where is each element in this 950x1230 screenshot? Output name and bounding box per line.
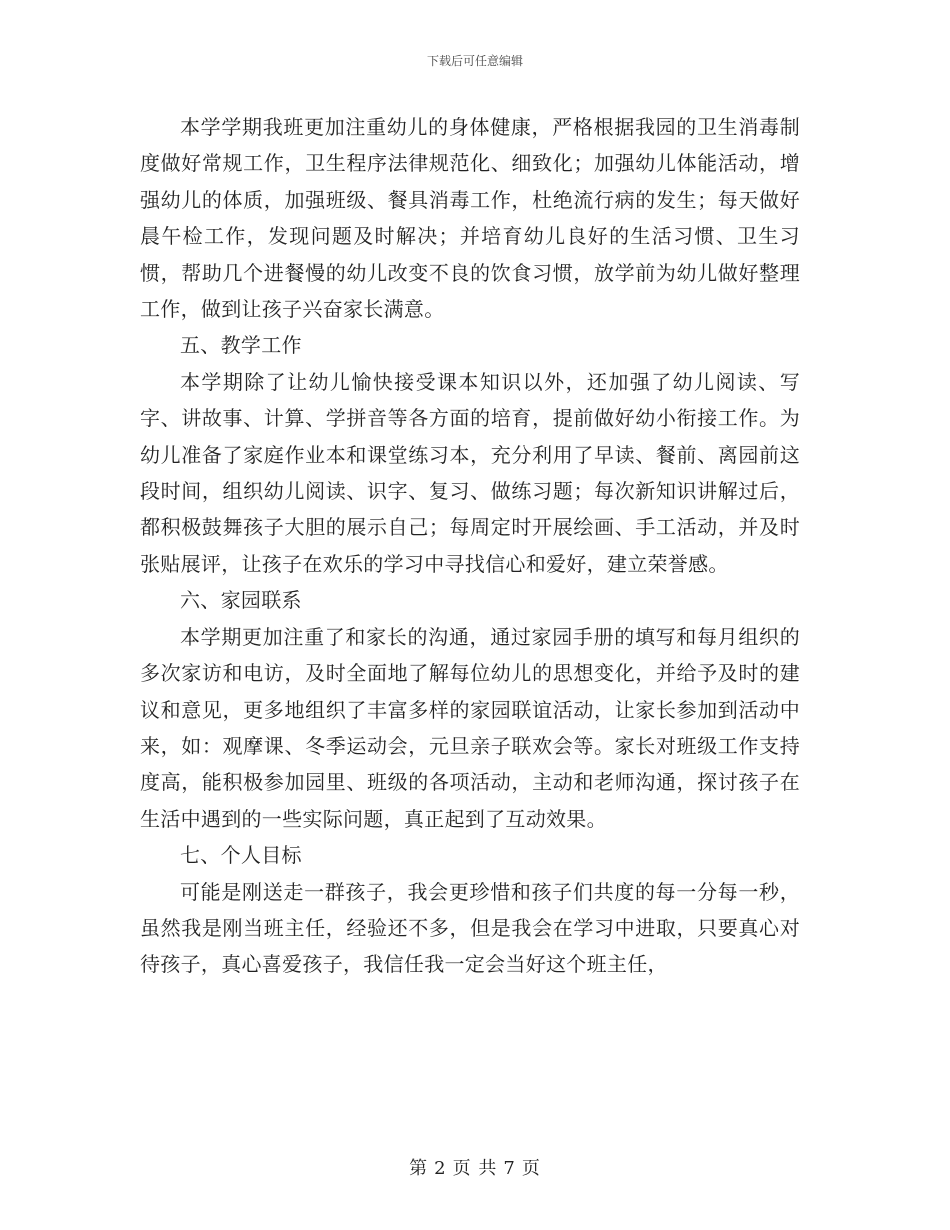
paragraph-personal-goal: 可能是刚送走一群孩子，我会更珍惜和孩子们共度的每一分每一秒，虽然我是刚当班主任，经验还不多，但是我会在学习中进取，只要真心对待孩子，真心喜爱孩子，我信任我一定会当好这个班主任，	[140, 879, 800, 977]
section-heading-teaching: 五、教学工作	[180, 333, 302, 358]
footer-total-pages: 7	[503, 1158, 516, 1179]
page-footer	[0, 1154, 950, 1180]
paragraph-teaching: 本学期除了让幼儿愉快接受课本知识以外，还加强了幼儿阅读、写字、讲故事、计算、学拼音等各方面的培育，提前做好幼小衔接工作。为幼儿准备了家庭作业本和课堂练习本，充分利用了早读、餐前、离园前这段时间，组织幼儿阅读、识字、复习、做练习题；每次新知识讲解过后，都积极鼓舞孩子大胆的展示自己；每周定时开展绘画、手工活动，并及时张贴展评，让孩子在欢乐的学习中寻找信心和爱好，建立荣誉感。	[140, 369, 800, 576]
section-heading-home-contact: 六、家园联系	[180, 588, 302, 613]
footer-middle: 页 共	[452, 1158, 498, 1179]
section-heading-personal-goal: 七、个人目标	[180, 843, 302, 868]
page-header: 下载后可任意编辑	[426, 54, 523, 68]
footer-suffix: 页	[521, 1158, 541, 1179]
document-body	[140, 109, 800, 983]
paragraph-health: 本学学期我班更加注重幼儿的身体健康，严格根据我园的卫生消毒制度做好常规工作，卫生程序法律规范化、细致化；加强幼儿体能活动，增强幼儿的体质，加强班级、餐具消毒工作，杜绝流行病的发生；每天做好晨午检工作，发现问题及时解决；并培育幼儿良好的生活习惯、卫生习惯，帮助几个进餐慢的幼儿改变不良的饮食习惯，放学前为幼儿做好整理工作，做到让孩子兴奋家长满意。	[140, 115, 800, 322]
footer-prefix: 第	[409, 1158, 429, 1179]
paragraph-home-contact: 本学期更加注重了和家长的沟通，通过家园手册的填写和每月组织的多次家访和电访，及时全面地了解每位幼儿的思想变化，并给予及时的建议和意见，更多地组织了丰富多样的家园联谊活动，让家长参加到活动中来，如：观摩课、冬季运动会，元旦亲子联欢会等。家长对班级工作支持度高，能积极参加园里、班级的各项活动，主动和老师沟通，探讨孩子在生活中遇到的一些实际问题，真正起到了互动效果。	[140, 624, 800, 831]
footer-page-number: 2	[434, 1158, 447, 1179]
